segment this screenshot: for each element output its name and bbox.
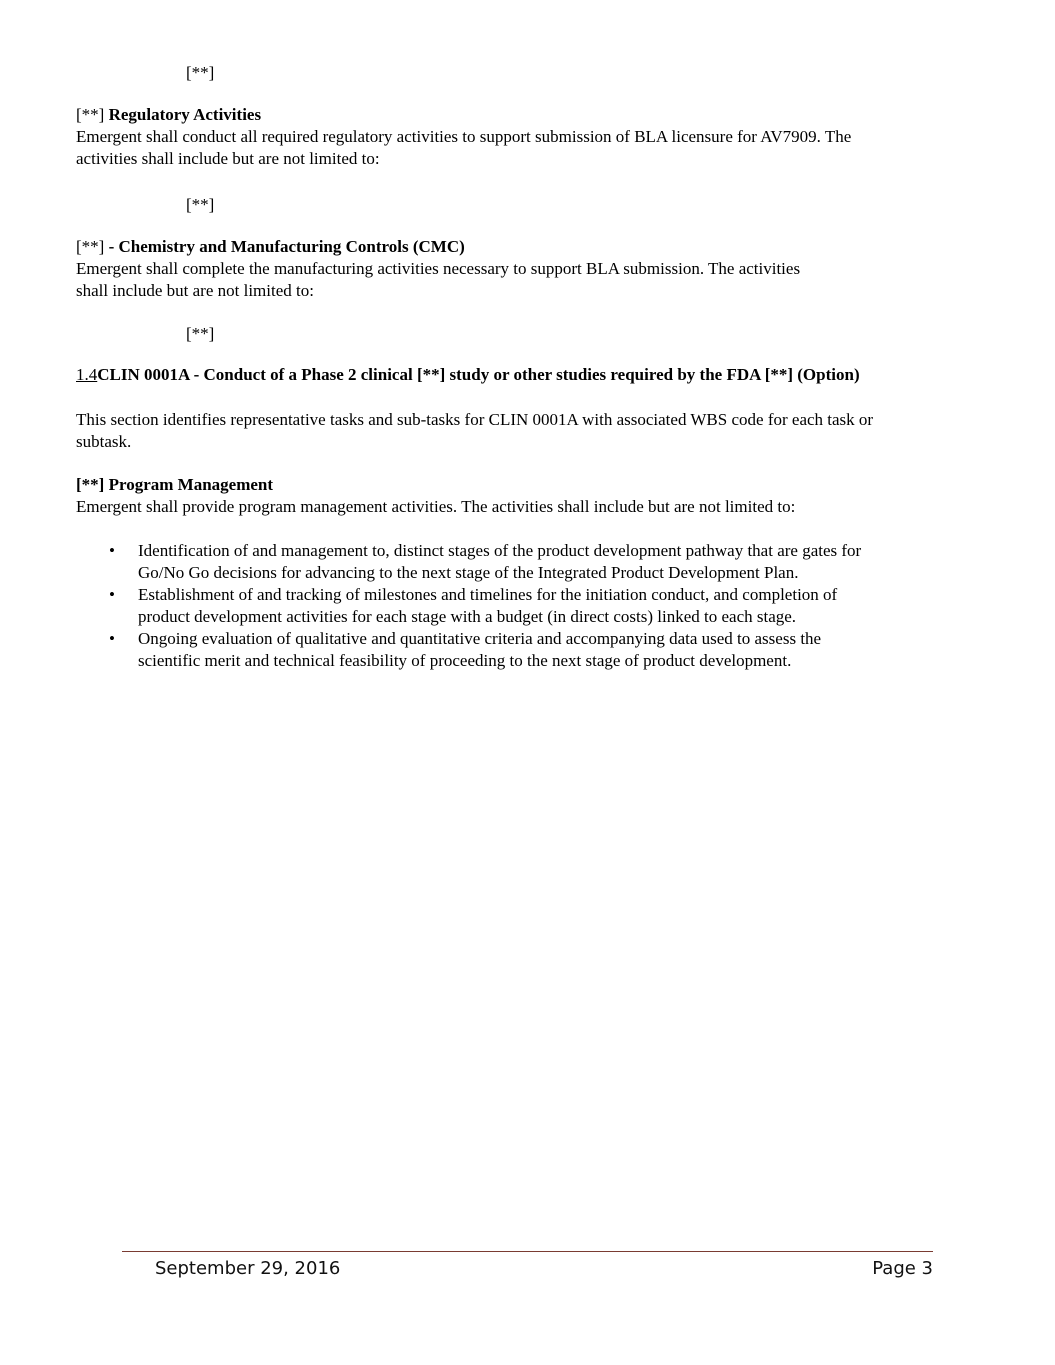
list-item-line-1: Establishment of and tracking of milestones and timelines for the initiation conduct, and completion of (138, 585, 838, 604)
program-management-heading: [**] Program Management (76, 475, 274, 494)
regulatory-prefix: [**] (76, 105, 105, 124)
regulatory-heading (76, 104, 976, 126)
footer-date: September 29, 2016 (155, 1258, 341, 1279)
list-item-line-2: scientific merit and technical feasibility of proceeding to the next stage of product development. (138, 651, 792, 670)
cmc-body-line-1: Emergent shall complete the manufacturing activities necessary to support BLA submission. The activities (76, 259, 801, 278)
footer-page-number: Page 3 (872, 1258, 933, 1279)
section-intro-line-1: This section identifies representative tasks and sub-tasks for CLIN 0001A with associated WBS code for each task or (76, 410, 874, 429)
regulatory-heading-text: Regulatory Activities (108, 105, 262, 124)
bullet-icon: • (109, 629, 115, 648)
cmc-prefix: [**] (76, 237, 105, 256)
regulatory-body-line-2: activities shall include but are not limited to: (76, 149, 380, 168)
cmc-section (76, 236, 976, 302)
program-management-bullets (76, 540, 976, 672)
section-title: CLIN 0001A - Conduct of a Phase 2 clinical [**] study or other studies required by the FDA [**] (Option) (97, 365, 860, 384)
cmc-heading (76, 236, 976, 258)
redaction-marker: [**] (186, 195, 215, 214)
list-item (76, 628, 976, 672)
program-management-section (76, 474, 976, 518)
bullet-icon: • (109, 541, 115, 560)
redaction-marker: [**] (186, 63, 215, 82)
cmc-body-line-2: shall include but are not limited to: (76, 281, 314, 300)
list-item-line-1: Ongoing evaluation of qualitative and quantitative criteria and accompanying data used to assess the (138, 629, 822, 648)
section-number: 1.4 (76, 365, 98, 384)
cmc-heading-text: - Chemistry and Manufacturing Controls (CMC) (108, 237, 465, 256)
list-item (76, 540, 976, 584)
regulatory-body-line-1: Emergent shall conduct all required regulatory activities to support submission of BLA licensure for AV7909. The (76, 127, 852, 146)
footer-divider (122, 1251, 933, 1252)
redaction-marker: [**] (186, 324, 215, 343)
list-item-line-1: Identification of and management to, distinct stages of the product development pathway that are gates for (138, 541, 862, 560)
list-item-line-2: Go/No Go decisions for advancing to the next stage of the Integrated Product Development Plan. (138, 563, 799, 582)
section-heading-1-4 (76, 364, 1006, 386)
bullet-icon: • (109, 585, 115, 604)
program-management-intro: Emergent shall provide program management activities. The activities shall include but are not limited to: (76, 497, 796, 516)
section-intro (76, 409, 1006, 453)
section-intro-line-2: subtask. (76, 432, 132, 451)
list-item-line-2: product development activities for each stage with a budget (in direct costs) linked to each stage. (138, 607, 797, 626)
list-item (76, 584, 976, 628)
regulatory-activities-section (76, 104, 976, 170)
